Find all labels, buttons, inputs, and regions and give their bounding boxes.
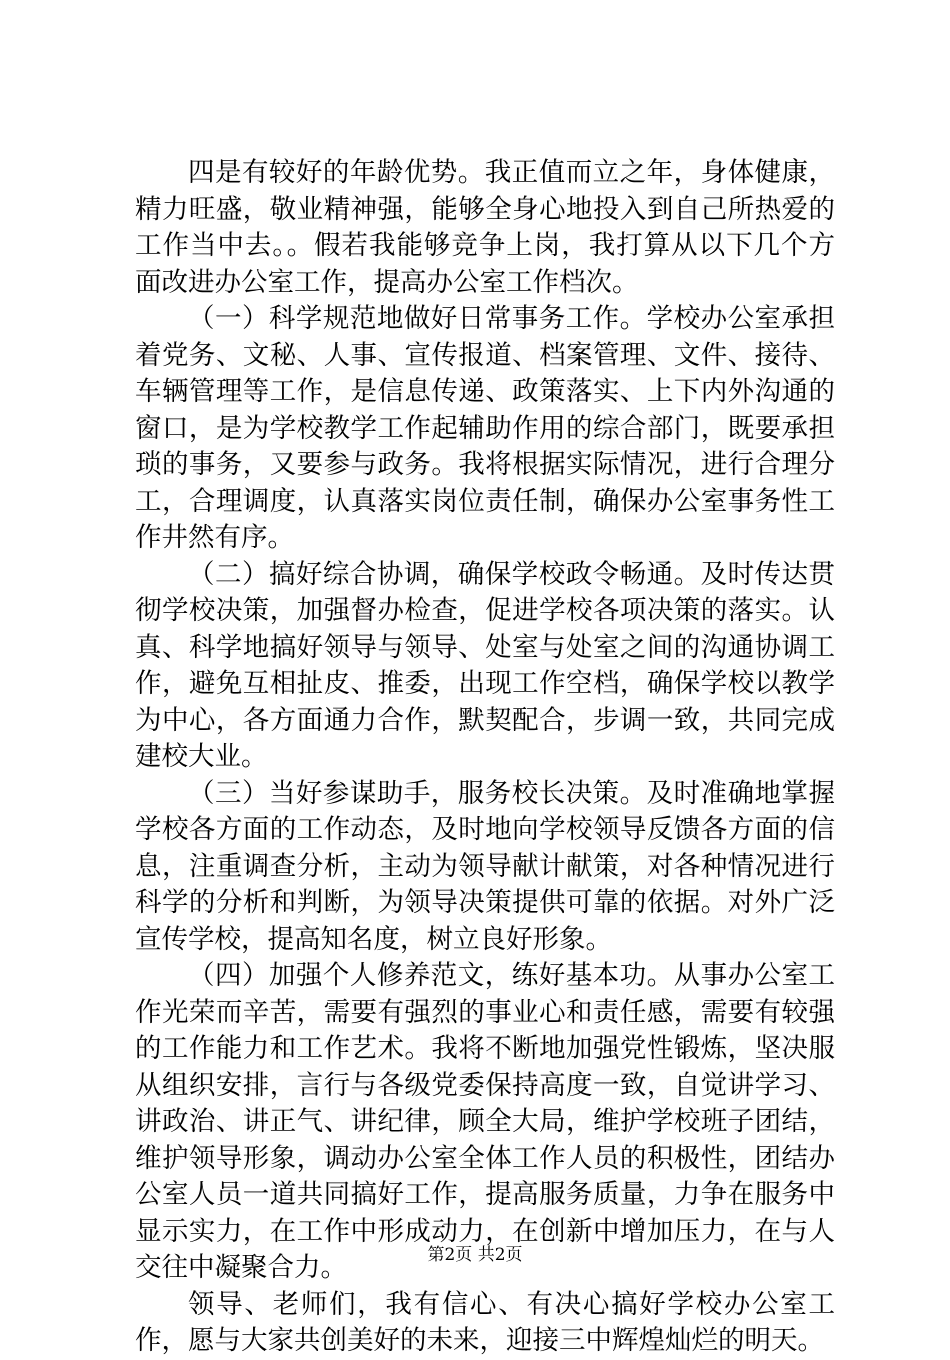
paragraph-advisor: （三）当好参谋助手，服务校长决策。及时准确地掌握学校各方面的工作动态，及时地向学校领导反馈各方面的信息，注重调查分析，主动为领导献计献策，对各种情况进行科学的分析和判断，为领导决策提供可靠的依据。对外广泛宣传学校，提高知名度，树立良好形象。 <box>135 777 835 955</box>
paragraph-closing: 领导、老师们，我有信心、有决心搞好学校办公室工作，愿与大家共创美好的未来，迎接三中辉煌灿烂的明天。 <box>135 1288 835 1356</box>
paragraph-self-cultivation: （四）加强个人修养范文，练好基本功。从事办公室工作光荣而辛苦，需要有强烈的事业心和责任感，需要有较强的工作能力和工作艺术。我将不断地加强党性锻炼，坚决服从组织安排，言行与各级党委保持高度一致，自觉讲学习、讲政治、讲正气、讲纪律，顾全大局，维护学校班子团结，维护领导形象，调动办公室全体工作人员的积极性，团结办公室人员一道共同搞好工作，提高服务质量，力争在服务中显示实力，在工作中形成动力，在创新中增加压力，在与人交往中凝聚合力。 <box>135 960 835 1283</box>
paragraph-daily-affairs: （一）科学规范地做好日常事务工作。学校办公室承担着党务、文秘、人事、宣传报道、档案管理、文件、接待、车辆管理等工作，是信息传递、政策落实、上下内外沟通的窗口，是为学校教学工作起辅助作用的综合部门，既要承担琐的事务，又要参与政务。我将根据实际情况，进行合理分工，合理调度，认真落实岗位责任制，确保办公室事务性工作井然有序。 <box>135 303 835 553</box>
paragraph-age-advantage: 四是有较好的年龄优势。我正值而立之年，身体健康，精力旺盛，敬业精神强，能够全身心地投入到自己所热爱的工作当中去。。假若我能够竞争上岗，我打算从以下几个方面改进办公室工作，提高办公室工作档次。 <box>135 157 835 298</box>
paragraph-coordination: （二）搞好综合协调，确保学校政令畅通。及时传达贯彻学校决策，加强督办检查，促进学校各项决策的落实。认真、科学地搞好领导与领导、处室与处室之间的沟通协调工作，避免互相扯皮、推委，出现工作空档，确保学校以教学为中心，各方面通力合作，默契配合，步调一致，共同完成建校大业。 <box>135 558 835 772</box>
document-body <box>135 155 835 1360</box>
page-number-footer: 第2页 共2页 <box>427 1245 523 1265</box>
